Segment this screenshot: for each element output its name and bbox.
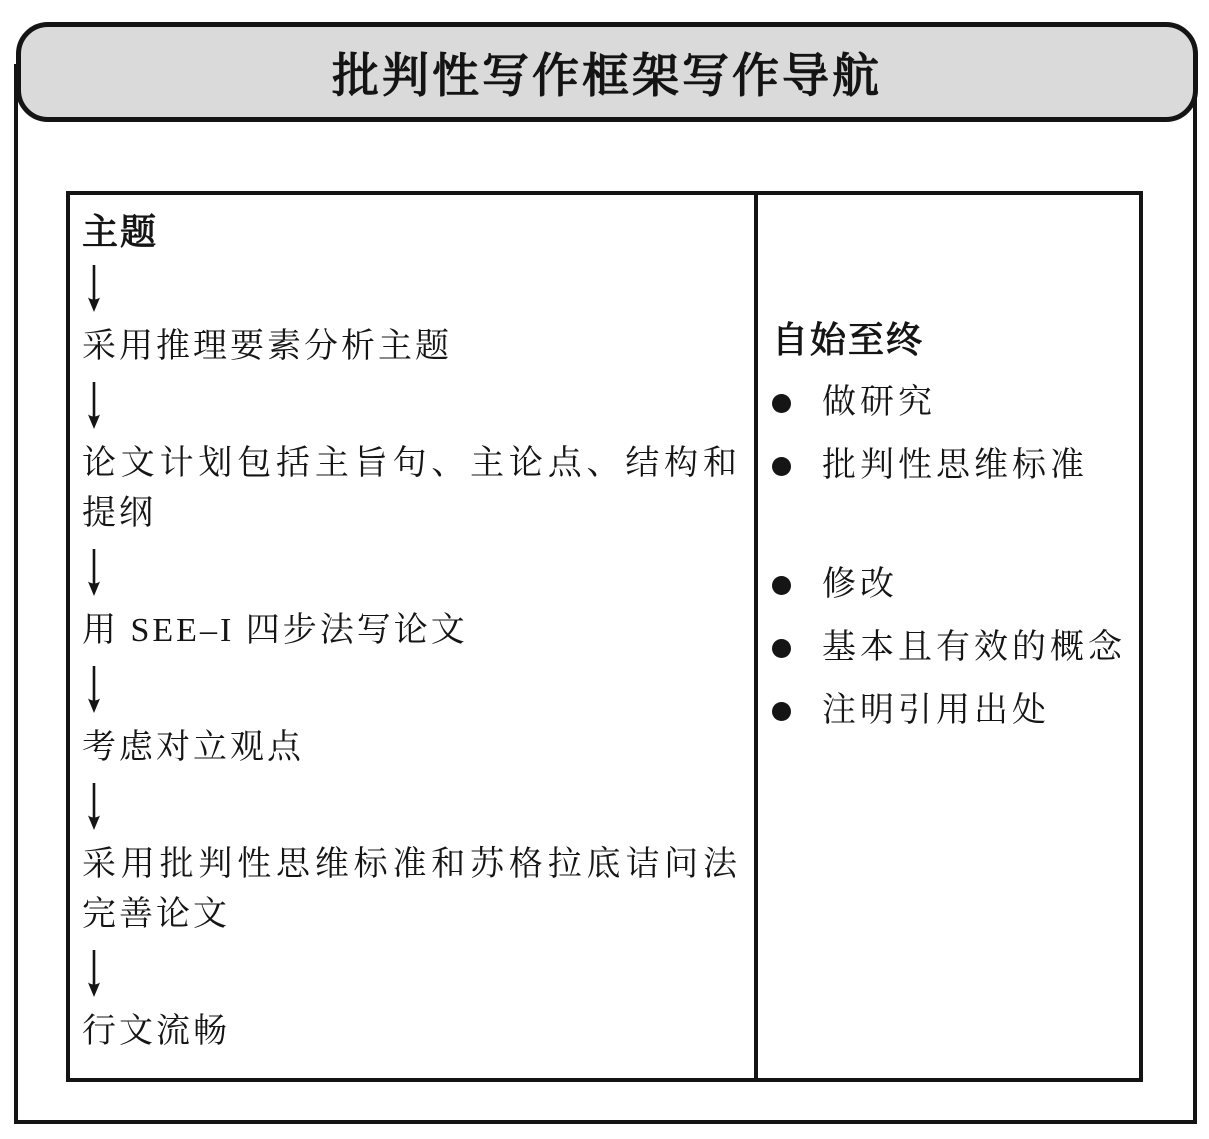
- bullet-dot-icon: [772, 702, 791, 721]
- list-item-label: 基本且有效的概念: [822, 629, 1126, 667]
- flow-step-text: 用 SEE–I 四步法写论文: [82, 611, 468, 649]
- list-item-label: 做研究: [822, 384, 936, 422]
- list-item: [772, 623, 1131, 673]
- down-arrow-icon: [85, 381, 103, 429]
- down-arrow-icon: [85, 949, 103, 997]
- list-item: [772, 378, 1131, 428]
- list-item-label: 注明引用出处: [822, 692, 1050, 730]
- sidebar-heading: 自始至终: [772, 319, 925, 360]
- flow-start-label: 主题: [82, 211, 159, 252]
- down-arrow-icon: [85, 548, 103, 596]
- sidebar-column: [758, 195, 1139, 1078]
- flow-step-text: 论文计划包括主旨句、主论点、结构和提纲: [82, 445, 740, 532]
- bullet-dot-icon: [772, 576, 791, 595]
- down-arrow-icon: [85, 665, 103, 713]
- list-item-label: 批判性思维标准: [822, 447, 1088, 485]
- bullet-list-group-2: [772, 560, 1131, 749]
- content-box: [66, 191, 1143, 1082]
- flow-step-text: 行文流畅: [82, 1013, 230, 1051]
- flow-step-text: 采用批判性思维标准和苏格拉底诘问法完善论文: [82, 846, 740, 933]
- down-arrow-icon: [85, 264, 103, 312]
- bullet-dot-icon: [772, 457, 791, 476]
- flow-step-text: 考虑对立观点: [82, 729, 304, 767]
- list-item: [772, 441, 1131, 491]
- bullet-list-group-1: [772, 378, 1131, 504]
- list-item: [772, 560, 1131, 610]
- flow-column: [70, 195, 758, 1078]
- bullet-dot-icon: [772, 639, 791, 658]
- bullet-dot-icon: [772, 394, 791, 413]
- flow-step-text: 采用推理要素分析主题: [82, 328, 452, 365]
- down-arrow-icon: [85, 782, 103, 830]
- title-banner: [16, 22, 1198, 122]
- list-item-label: 修改: [822, 566, 898, 604]
- page-title: 批判性写作框架写作导航: [332, 48, 882, 102]
- list-item: [772, 686, 1131, 736]
